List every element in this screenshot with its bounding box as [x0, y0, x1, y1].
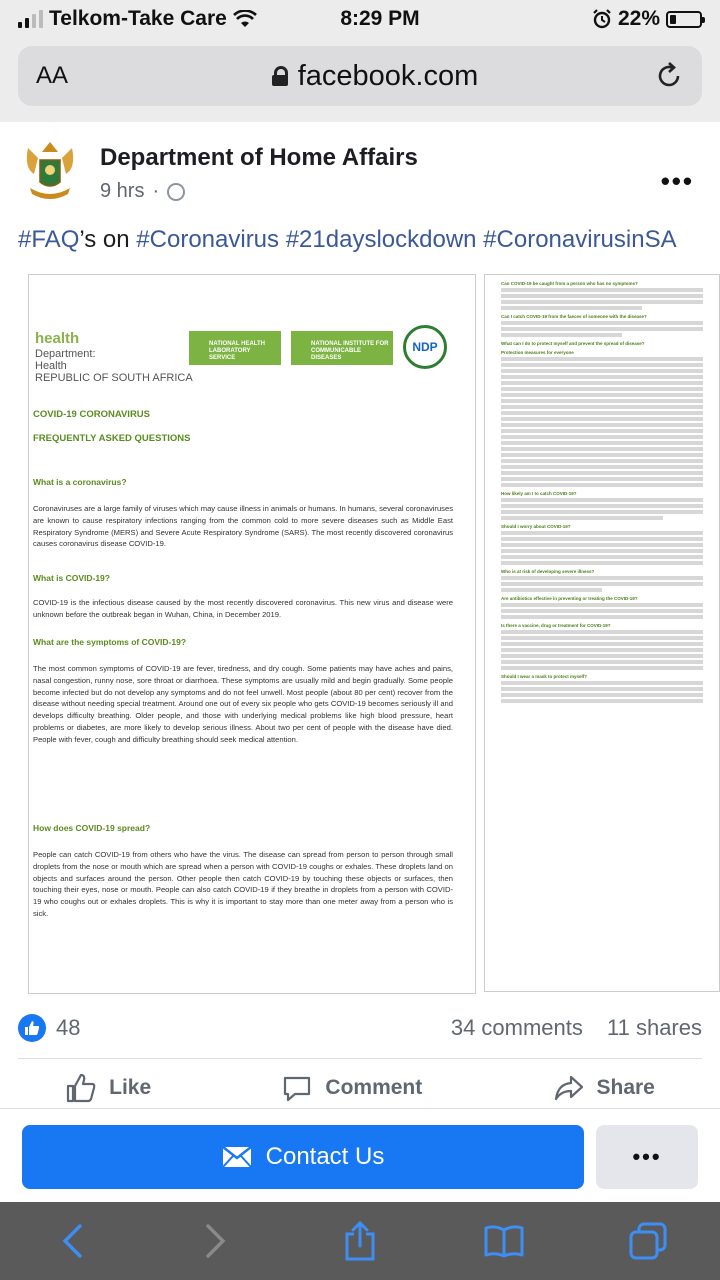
- faq-question: What can I do to protect myself and prevent the spread of disease?: [501, 341, 645, 346]
- post-card: [0, 122, 720, 1112]
- chevron-left-icon: [60, 1223, 84, 1259]
- wifi-icon: [233, 10, 257, 28]
- faq-question: Should I worry about COVID-19?: [501, 524, 571, 529]
- post-time[interactable]: 9 hrs: [100, 180, 145, 202]
- faq-question: What is a coronavirus?: [33, 477, 127, 487]
- faq-question: Can COVID-19 be caught from a person who has no symptoms?: [501, 281, 638, 286]
- battery-icon: [666, 11, 702, 28]
- post-options-button[interactable]: •••: [660, 166, 694, 196]
- faq-page-2-image[interactable]: [484, 274, 720, 992]
- hashtag-coronavirus[interactable]: #Coronavirus: [136, 226, 280, 253]
- faq-question: Should I wear a mask to protect myself?: [501, 674, 588, 679]
- battery-percent: 22%: [617, 7, 660, 30]
- cta-bar: [0, 1108, 720, 1202]
- tabs-icon: [628, 1221, 668, 1261]
- browser-header: [0, 38, 720, 122]
- book-icon: [483, 1224, 525, 1258]
- post-meta: [100, 180, 418, 203]
- more-options-button[interactable]: •••: [596, 1125, 698, 1189]
- address-bar[interactable]: [18, 46, 702, 106]
- chevron-right-icon: [204, 1223, 228, 1259]
- faq-answer: Coronaviruses are a large family of viruses which may cause illness in animals or humans. In humans, several coronaviruses are known to cause respiratory infections ranging from the common cold to more severe diseases such as Middle East Respiratory Syndrome (MERS) and Severe Acute Respiratory Syndrome (SARS). The most recently discovered coronavirus causes coronavirus disease COVID-19.: [33, 504, 453, 549]
- comment-icon: [281, 1072, 313, 1104]
- contact-us-label: Contact Us: [265, 1143, 385, 1170]
- document-subtitle: FREQUENTLY ASKED QUESTIONS: [33, 433, 191, 444]
- faq-question: How likely am I to catch COVID-19?: [501, 491, 577, 496]
- signal-icon: [18, 10, 43, 28]
- share-sheet-icon: [343, 1220, 377, 1262]
- lock-icon: [272, 66, 288, 86]
- faq-answer: COVID-19 is the infectious disease caused by the most recently discovered coronavirus. This new virus and disease were unknown before the outbreak began in Wuhan, China, in December 2019.: [33, 598, 453, 619]
- document-title: COVID-19 CORONAVIRUS: [33, 409, 151, 420]
- like-count[interactable]: 48: [56, 1015, 81, 1040]
- envelope-icon: [222, 1146, 252, 1168]
- engagement-bar: [18, 1008, 702, 1048]
- browser-toolbar: [0, 1202, 720, 1280]
- comment-count[interactable]: 34 comments: [450, 1015, 583, 1040]
- globe-icon: [167, 183, 185, 201]
- faq-question: Can I catch COVID-19 from the faeces of someone with the disease?: [501, 314, 647, 319]
- nhls-logo: NATIONAL HEALTH LABORATORY SERVICE: [189, 331, 281, 365]
- url-text: facebook.com: [297, 59, 479, 92]
- hashtag-faq[interactable]: #FAQ: [18, 226, 80, 253]
- clock: 8:29 PM: [340, 7, 420, 30]
- post-images[interactable]: [0, 268, 720, 996]
- like-button[interactable]: [65, 1072, 151, 1104]
- share-button[interactable]: [553, 1072, 655, 1104]
- contact-us-button[interactable]: [22, 1125, 584, 1189]
- post-header: [22, 138, 702, 218]
- health-logo: health Department: Health REPUBLIC OF SOUTH AFRICA: [35, 330, 193, 384]
- faq-question: What are the symptoms of COVID-19?: [33, 637, 187, 647]
- faq-question: Protection measures for everyone: [501, 350, 574, 355]
- alarm-icon: [592, 9, 612, 29]
- share-page-button[interactable]: [335, 1216, 385, 1266]
- back-button[interactable]: [47, 1216, 97, 1266]
- faq-question: Who is at risk of developing severe illness?: [501, 569, 595, 574]
- forward-button[interactable]: [191, 1216, 241, 1266]
- ndp-logo: NDP: [403, 325, 447, 369]
- comment-label: Comment: [325, 1076, 423, 1099]
- hashtag-21dayslockdown[interactable]: #21dayslockdown: [279, 226, 477, 253]
- tabs-button[interactable]: [623, 1216, 673, 1266]
- hashtag-coronavirusinsa[interactable]: #CoronavirusinSA: [476, 226, 677, 253]
- faq-question: Is there a vaccine, drug or treatment for COVID-19?: [501, 623, 611, 628]
- status-bar: [0, 0, 720, 38]
- faq-page-1-image[interactable]: [28, 274, 476, 994]
- like-reaction-icon[interactable]: [18, 1014, 46, 1042]
- carrier-name: Telkom-Take Care: [49, 7, 227, 30]
- text-size-button[interactable]: AA: [36, 62, 69, 89]
- faq-answer: People can catch COVID-19 from others who have the virus. The disease can spread from person to person through small droplets from the nose or mouth which are spread when a person with COVID-19 coughs or exhales. These droplets land on objects and surfaces around the person. Other people then catch COVID-19 by touching these objects or surfaces, then touching their eyes, nose or mouth. People can also catch COVID-19 if they breathe in droplets from a person with COVID-19 who coughs out or exhales droplets. This is why it is important to stay more than one meter away from a person who is sick.: [33, 850, 453, 918]
- faq-question: Are antibiotics effective in preventing or treating the COVID-19?: [501, 596, 638, 601]
- faq-answer: The most common symptoms of COVID-19 are fever, tiredness, and dry cough. Some patients may have aches and pains, nasal congestion, runny nose, sore throat or diarrhoea. These symptoms are usually mild and begin gradually. Some people become infected but do not develop any symptoms and do not feel unwell. Most people (about 80 per cent) recover from the disease without needing special treatment. Around one out of every six people who gets COVID-19 becomes seriously ill and develops difficulty breathing. Older people, and those with underlying medical problems like high blood pressure, heart problems or diabetes, are more likely to develop serious illness. About two per cent of people with the disease have died. People with fever, cough and difficulty breathing should seek medical attention.: [33, 664, 453, 744]
- share-count[interactable]: 11 shares: [607, 1015, 702, 1040]
- faq-question: How does COVID-19 spread?: [33, 823, 151, 833]
- share-icon: [553, 1072, 585, 1104]
- share-label: Share: [596, 1076, 655, 1099]
- reload-icon[interactable]: [654, 61, 684, 91]
- document-logos: [35, 325, 469, 384]
- bookmarks-button[interactable]: [479, 1216, 529, 1266]
- page-name[interactable]: Department of Home Affairs: [100, 144, 418, 171]
- divider: [18, 1058, 702, 1059]
- thumbs-up-icon: [65, 1072, 97, 1104]
- nicd-logo: NATIONAL INSTITUTE FOR COMMUNICABLE DISEASES: [291, 331, 393, 365]
- post-text: [18, 226, 677, 254]
- url-field[interactable]: [96, 60, 654, 93]
- post-actions: [0, 1066, 720, 1110]
- faq-question: What is COVID-19?: [33, 573, 110, 583]
- coat-of-arms-avatar[interactable]: [22, 138, 78, 206]
- post-text-fragment: ’s on: [79, 226, 137, 253]
- meta-separator: ·: [152, 180, 160, 202]
- like-label: Like: [109, 1076, 152, 1099]
- comment-button[interactable]: [281, 1072, 422, 1104]
